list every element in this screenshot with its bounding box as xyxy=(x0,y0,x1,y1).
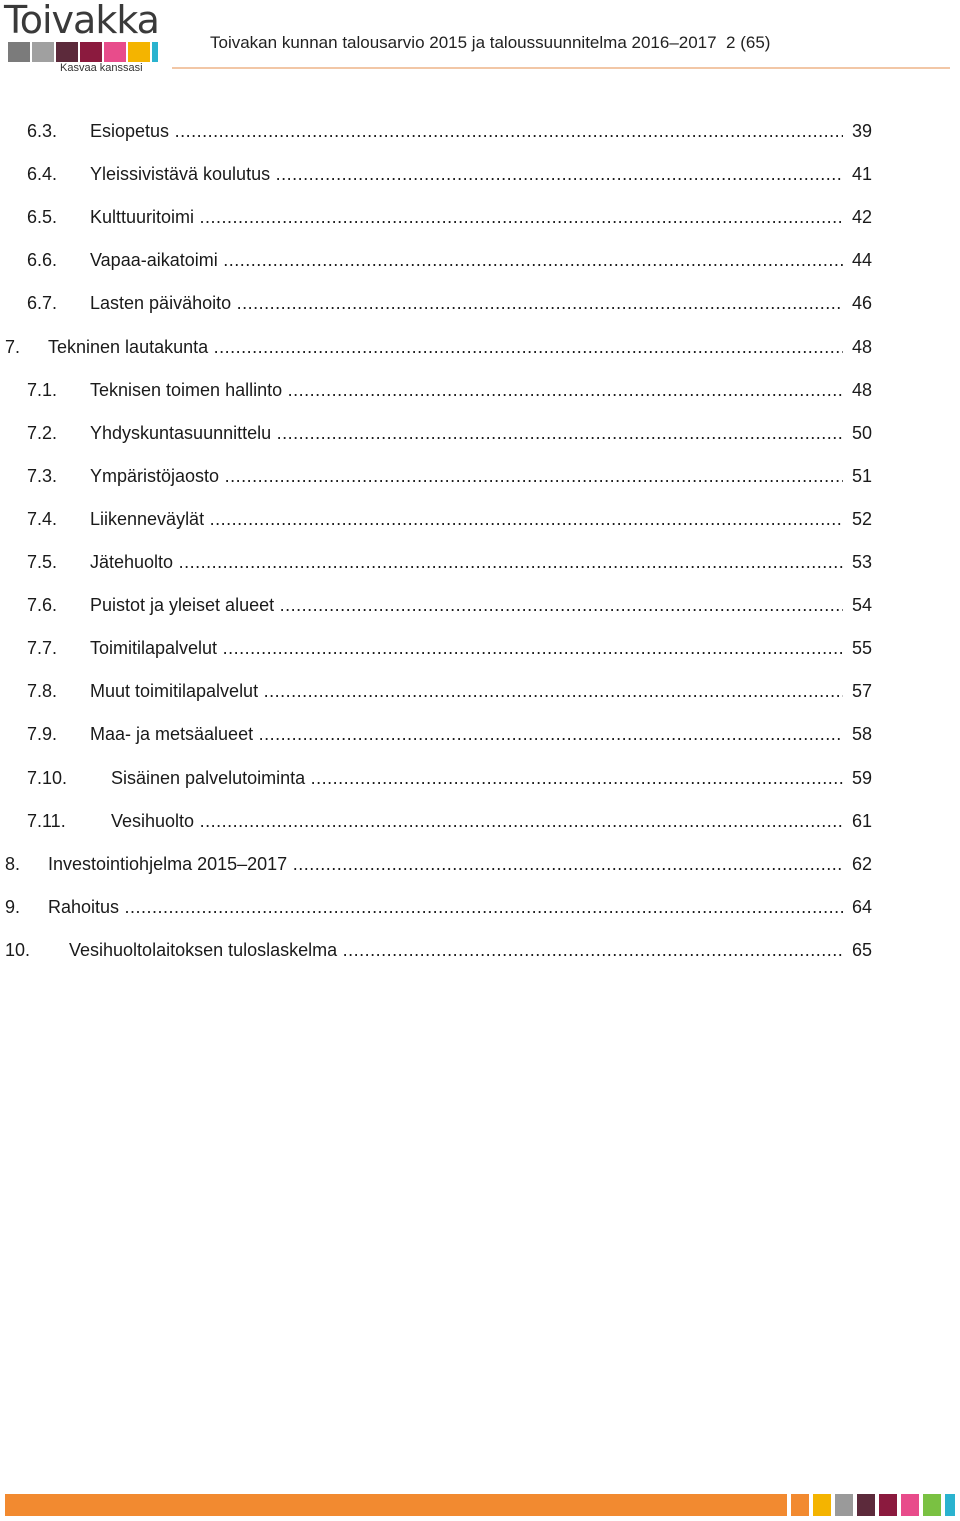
toc-entry-number: 7.11. xyxy=(27,810,66,831)
toc-entry-title: Puistot ja yleiset alueet ..... xyxy=(90,584,843,627)
toc-entry-title: Liikenneväylät ..... xyxy=(90,498,843,541)
toc-entry-page: 51 xyxy=(848,455,872,498)
toc-entry[interactable] xyxy=(0,196,960,239)
toc-entry-title: Ympäristöjaosto ..... xyxy=(90,455,843,498)
footer-bar-segment xyxy=(901,1494,919,1516)
toc-entry-page: 39 xyxy=(848,110,872,153)
toc-entry[interactable] xyxy=(0,153,960,196)
footer-bar-segment xyxy=(945,1494,955,1516)
toc-entry-title: Tekninen lautakunta ..... xyxy=(48,326,843,369)
toc-entry-number: 9. xyxy=(5,896,21,917)
toc-entry[interactable] xyxy=(0,455,960,498)
toc-entry[interactable] xyxy=(0,326,960,369)
toc-entry-number: 6.6. xyxy=(27,250,58,271)
toc-entry-page: 65 xyxy=(848,929,872,972)
page-indicator: 2 (65) xyxy=(726,33,771,52)
toc-entry-page: 53 xyxy=(848,541,872,584)
toc-entry-page: 55 xyxy=(848,627,872,670)
toc-entry-page: 54 xyxy=(848,584,872,627)
toivakka-logo xyxy=(2,2,162,74)
toc-entry[interactable] xyxy=(0,800,960,843)
toc-entry-number: 6.7. xyxy=(27,293,58,314)
toc-entry-number: 7.6. xyxy=(27,595,58,616)
toc-entry[interactable] xyxy=(0,110,960,153)
toc-entry-title: Jätehuolto ..... xyxy=(90,541,843,584)
footer-bar-segment xyxy=(813,1494,831,1516)
toc-entry-title: Muut toimitilapalvelut ..... xyxy=(90,670,843,713)
toc-entry[interactable] xyxy=(0,843,960,886)
toc-entry-page: 44 xyxy=(848,239,872,282)
page-header-title xyxy=(210,33,770,53)
toc-entry-page: 62 xyxy=(848,843,872,886)
logo-swatch xyxy=(152,42,158,62)
toc-entry[interactable] xyxy=(0,757,960,800)
toc-entry-page: 57 xyxy=(848,670,872,713)
logo-swatch xyxy=(56,42,78,62)
toc-entry-number: 10. xyxy=(5,939,31,960)
toc-entry[interactable] xyxy=(0,239,960,282)
toc-entry-number: 8. xyxy=(5,853,21,874)
toc-entry-title: Vesihuoltolaitoksen tuloslaskelma ..... xyxy=(69,929,843,972)
toc-entry[interactable] xyxy=(0,929,960,972)
toc-entry-number: 6.5. xyxy=(27,207,58,228)
footer-bar-segment xyxy=(791,1494,809,1516)
toc-entry-page: 58 xyxy=(848,713,872,756)
toc-entry[interactable] xyxy=(0,498,960,541)
toc-entry[interactable] xyxy=(0,412,960,455)
logo-swatch xyxy=(80,42,102,62)
toc-entry-title: Toimitilapalvelut ..... xyxy=(90,627,843,670)
toc-entry-number: 7.2. xyxy=(27,422,58,443)
toc-entry-page: 48 xyxy=(848,326,872,369)
toc-entry-number: 7.7. xyxy=(27,638,58,659)
toc-entry-title: Vesihuolto ..... xyxy=(111,800,843,843)
toc-entry-page: 46 xyxy=(848,282,872,325)
toc-entry-number: 7. xyxy=(5,336,21,357)
logo-swatch xyxy=(128,42,150,62)
toc-entry-page: 59 xyxy=(848,757,872,800)
toc-entry-page: 48 xyxy=(848,369,872,412)
toc-entry-title: Esiopetus ..... xyxy=(90,110,843,153)
document-title: Toivakan kunnan talousarvio 2015 ja taloussuunnitelma 2016–2017 xyxy=(210,33,717,52)
footer-bar-orange xyxy=(5,1494,787,1516)
toc-entry-title: Lasten päivähoito ..... xyxy=(90,282,843,325)
toc-entry-title: Maa- ja metsäalueet ..... xyxy=(90,713,843,756)
toc-entry[interactable] xyxy=(0,713,960,756)
toc-entry-page: 64 xyxy=(848,886,872,929)
toc-entry-number: 7.4. xyxy=(27,508,58,529)
toc-entry-number: 7.3. xyxy=(27,465,58,486)
toc-entry-number: 7.10. xyxy=(27,767,68,788)
toc-entry-title: Rahoitus ..... xyxy=(48,886,843,929)
toc-entry-number: 7.5. xyxy=(27,552,58,572)
toc-entry-number: 7.8. xyxy=(27,681,58,702)
toc-entry[interactable] xyxy=(0,886,960,929)
toc-entry-page: 61 xyxy=(848,800,872,843)
toc-entry-title: Yhdyskuntasuunnittelu ..... xyxy=(90,412,843,455)
toc-entry-number: 7.1. xyxy=(27,379,58,400)
logo-wordmark: Toivakka xyxy=(4,0,159,42)
footer-bar-segment xyxy=(879,1494,897,1516)
logo-tagline: Kasvaa kanssasi xyxy=(60,62,143,74)
footer-color-bar xyxy=(5,1494,955,1516)
footer-bar-segment xyxy=(857,1494,875,1516)
toc-entry-title: Investointiohjelma 2015–2017 ..... xyxy=(48,843,843,886)
toc-entry-number: 6.3. xyxy=(27,121,58,141)
header-divider xyxy=(172,67,950,69)
toc-entry-title: Vapaa-aikatoimi ..... xyxy=(90,239,843,282)
toc-entry[interactable] xyxy=(0,282,960,325)
toc-entry-title: Yleissivistävä koulutus ..... xyxy=(90,153,843,196)
logo-swatch xyxy=(32,42,54,62)
toc-entry-page: 50 xyxy=(848,412,872,455)
toc-entry-page: 42 xyxy=(848,196,872,239)
toc-entry[interactable] xyxy=(0,541,960,584)
toc-entry-number: 7.9. xyxy=(27,724,58,745)
toc-entry-title: Sisäinen palvelutoiminta ..... xyxy=(111,757,843,800)
logo-swatch xyxy=(8,42,30,62)
toc-entry-number: 6.4. xyxy=(27,164,58,185)
toc-entry[interactable] xyxy=(0,670,960,713)
toc-entry-title: Kulttuuritoimi ..... xyxy=(90,196,843,239)
toc-entry-title: Teknisen toimen hallinto ..... xyxy=(90,369,843,412)
toc-entry[interactable] xyxy=(0,584,960,627)
toc-entry[interactable] xyxy=(0,369,960,412)
footer-bar-segment xyxy=(835,1494,853,1516)
logo-swatch xyxy=(104,42,126,62)
toc-entry[interactable] xyxy=(0,627,960,670)
toc-entry-page: 41 xyxy=(848,153,872,196)
footer-bar-segment xyxy=(923,1494,941,1516)
toc-entry-page: 52 xyxy=(848,498,872,541)
